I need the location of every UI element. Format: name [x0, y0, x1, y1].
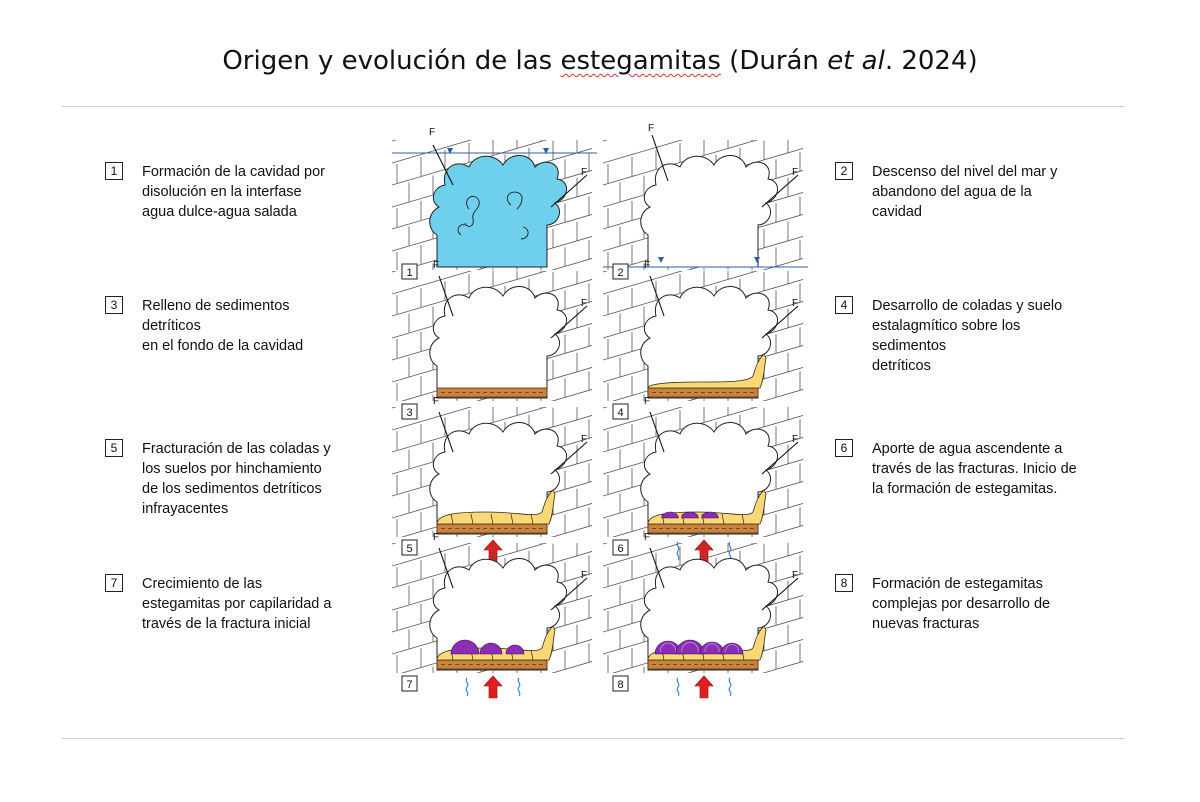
fracture-label: F [644, 260, 651, 271]
panel-number: 4 [617, 407, 624, 419]
step-number-box: 4 [835, 296, 853, 314]
fracture-label: F [792, 167, 799, 178]
fracture-label: F [648, 123, 655, 134]
panel-number: 3 [406, 407, 413, 419]
fracture-label: F [644, 396, 651, 407]
step-number-box: 6 [835, 439, 853, 457]
step-number-box: 5 [105, 439, 123, 457]
step-text: Descenso del nivel del mar y abandono del agua de la cavidad [872, 164, 1058, 220]
fracture-label: F [792, 298, 799, 309]
fracture-label: F [792, 434, 799, 445]
ascending-water-arrow [695, 676, 713, 698]
panel-number: 8 [617, 679, 624, 691]
step-number-box: 1 [105, 162, 123, 180]
panel-number: 1 [406, 267, 413, 279]
fracture-label: F [433, 396, 440, 407]
step-number-box: 7 [105, 574, 123, 592]
step-text: Aporte de agua ascendente a través de las fracturas. Inicio de la formación de estegamitas. [872, 441, 1077, 497]
water-squiggle [677, 678, 679, 696]
step-text: Desarrollo de coladas y suelo estalagmítico sobre los sedimentos detríticos [872, 298, 1063, 374]
panel-number: 7 [406, 679, 413, 691]
fracture-label: F [433, 532, 440, 543]
water-squiggle [677, 542, 679, 560]
step-text: Formación de la cavidad por disolución en la interfase agua dulce-agua salada [142, 164, 325, 220]
fracture-label: F [581, 167, 588, 178]
step-text: Fracturación de las coladas y los suelos por hinchamiento de los sedimentos detríticos infrayacentes [142, 441, 331, 517]
cavity [430, 286, 567, 398]
water-squiggle [518, 678, 520, 696]
fracture-label: F [792, 570, 799, 581]
water-filled-cavity [430, 155, 567, 267]
panel-number: 5 [406, 543, 413, 555]
cavity [641, 155, 778, 267]
fracture-label: F [433, 260, 440, 271]
ascending-water-arrow [484, 676, 502, 698]
fracture-label: F [581, 570, 588, 581]
page-title: Origen y evolución de las estegamitas (Durán et al. 2024) [222, 46, 978, 76]
step-number-box: 8 [835, 574, 853, 592]
fracture-label: F [581, 434, 588, 445]
panel-number: 2 [617, 267, 624, 279]
panel-number: 6 [617, 543, 624, 555]
step-number-box: 2 [835, 162, 853, 180]
step-text: Crecimiento de las estegamitas por capilaridad a través de la fractura inicial [142, 576, 332, 632]
water-squiggle [729, 678, 731, 696]
water-squiggle [466, 678, 468, 696]
step-text: Relleno de sedimentos detríticos en el fondo de la cavidad [142, 298, 304, 354]
step-number-box: 3 [105, 296, 123, 314]
fracture-label: F [644, 532, 651, 543]
fracture-label: F [581, 298, 588, 309]
fracture-label: F [429, 127, 436, 138]
step-text: Formación de estegamitas complejas por desarrollo de nuevas fracturas [872, 576, 1051, 632]
